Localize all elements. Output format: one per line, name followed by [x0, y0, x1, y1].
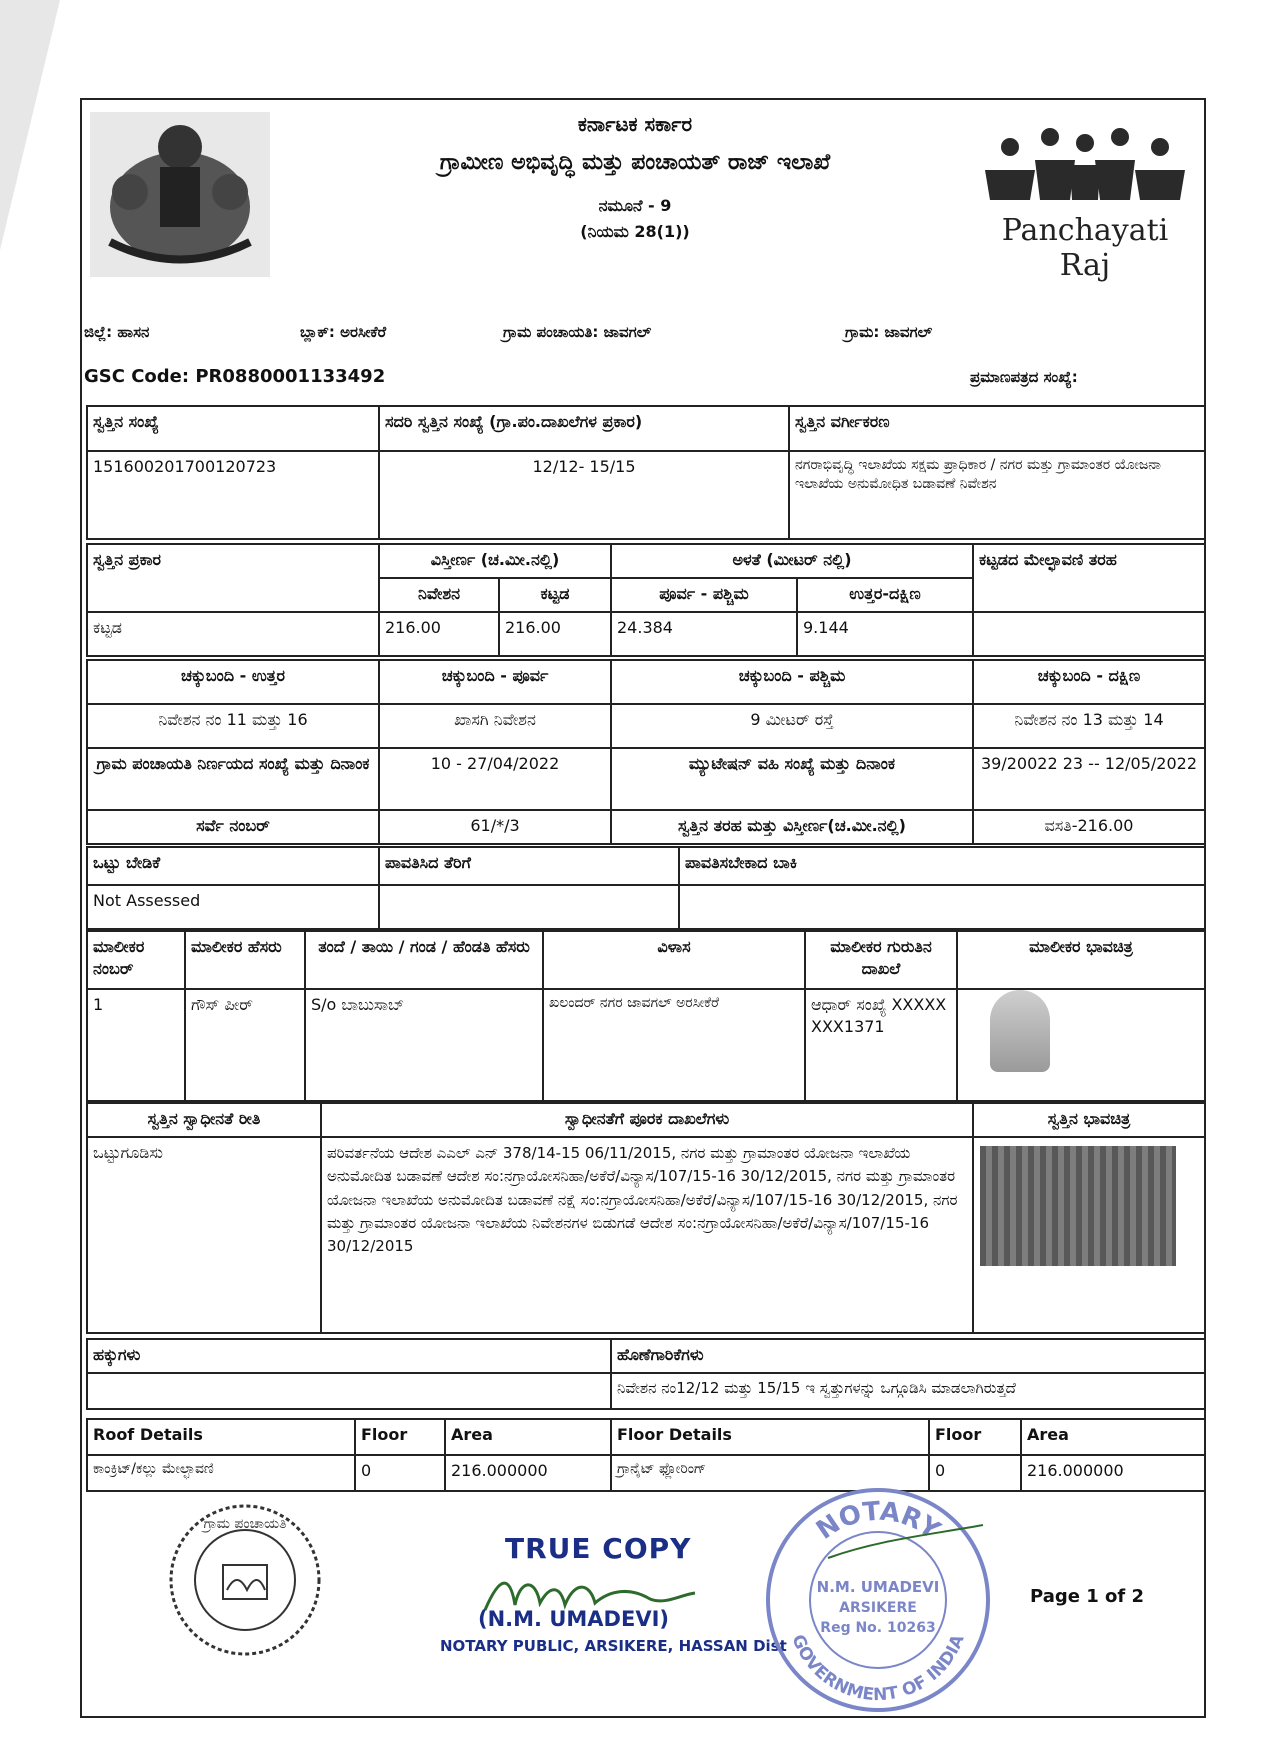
- owner-photo-header: ಮಾಲೀಕರ ಭಾವಚಿತ್ರ: [957, 931, 1205, 989]
- people-group-icon: [980, 125, 1190, 210]
- floor-details-value: ಗ್ರಾನೈಟ್ ಫ್ಲೋರಿಂಗ್: [611, 1455, 929, 1491]
- notary-seal-name: N.M. UMADEVI: [816, 1578, 940, 1596]
- boundary-south-header: ಚಕ್ಕುಬಂದಿ - ದಕ್ಷಿಣ: [973, 660, 1205, 704]
- boundary-east-value: ಖಾಸಗಿ ನಿವೇಶನ: [379, 704, 611, 748]
- gp-property-number-header: ಸದರಿ ಸ್ವತ್ತಿನ ಸಂಖ್ಯೆ (ಗ್ರಾ.ಪಂ.ದಾಖಲೆಗಳ ಪ್ರಕಾರ): [379, 406, 789, 451]
- gram-panchayat-seal-text: ಗ್ರಾಮ ಪಂಚಾಯತಿ: [203, 1516, 287, 1532]
- notary-name: (N.M. UMADEVI): [478, 1607, 669, 1631]
- roof-type-value: [973, 612, 1205, 656]
- liabilities-value: ನಿವೇಶನ ನಂ12/12 ಮತ್ತು 15/15 ಇ ಸ್ವತ್ತುಗಳನ್ನು ಒಗ್ಗೂಡಿಸಿ ಮಾಡಲಾಗಿರುತ್ತದೆ: [611, 1373, 1205, 1409]
- survey-number-value: 61/*/3: [379, 810, 611, 844]
- possession-mode-value: ಒಟ್ಟುಗೂಡಿಸು: [87, 1137, 321, 1333]
- gp-property-number-value: 12/12- 15/15: [379, 451, 789, 539]
- north-south-value: 9.144: [797, 612, 973, 656]
- gsc-code: GSC Code: PR0880001133492: [84, 366, 386, 387]
- floor-area-header: Area: [1021, 1419, 1205, 1455]
- property-type-table: [86, 543, 1206, 657]
- balance-due-header: ಪಾವತಿಸಬೇಕಾದ ಬಾಕಿ: [679, 847, 1205, 885]
- property-photo: [980, 1146, 1176, 1266]
- panchayati-raj-text: Panchayati Raj: [1001, 213, 1169, 283]
- boundary-west-header: ಚಕ್ಕುಬಂದಿ - ಪಶ್ಚಿಮ: [611, 660, 973, 704]
- owner-id-header: ಮಾಲೀಕರ ಗುರುತಿನ ದಾಖಲೆ: [805, 931, 957, 989]
- property-number-table: [86, 405, 1206, 540]
- notary-seal-reg: Reg No. 10263: [820, 1620, 936, 1636]
- relation-name-header: ತಂದೆ / ತಾಯಿ / ಗಂಡ / ಹೆಂಡತಿ ಹೆಸರು: [305, 931, 543, 989]
- resolution-header: ಗ್ರಾಮ ಪಂಚಾಯತಿ ನಿರ್ಣಯದ ಸಂಖ್ಯೆ ಮತ್ತು ದಿನಾಂಕ: [87, 748, 379, 810]
- state-emblem-icon: [90, 112, 270, 277]
- notary-seal-place: ARSIKERE: [839, 1600, 917, 1616]
- property-type-value: ಕಟ್ಟಡ: [87, 612, 379, 656]
- possession-documents-header: ಸ್ವಾಧೀನತೆಗೆ ಪೂರಕ ದಾಖಲೆಗಳು: [321, 1103, 973, 1137]
- gram-panchayat-label: ಗ್ರಾಮ ಪಂಚಾಯತಿ: ಜಾವಗಲ್: [503, 323, 652, 341]
- mutation-value: 39/20022 23 -- 12/05/2022: [973, 748, 1205, 810]
- roof-type-header: ಕಟ್ಟಡದ ಮೇಲ್ಛಾವಣಿ ತರಹ: [973, 544, 1205, 612]
- total-demand-header: ಒಟ್ಟು ಬೇಡಿಕೆ: [87, 847, 379, 885]
- block-label: ಬ್ಲಾಕ್: ಅರಸೀಕೆರೆ: [300, 323, 387, 341]
- owner-number-header: ಮಾಲೀಕರ ನಂಬರ್: [87, 931, 185, 989]
- total-demand-value: Not Assessed: [87, 885, 379, 929]
- gram-panchayat-seal: [165, 1500, 325, 1660]
- roof-area-value: 216.000000: [445, 1455, 611, 1491]
- table-row: [87, 1455, 1205, 1491]
- header-government: ಕರ್ನಾಟಕ ಸರ್ಕಾರ: [577, 112, 693, 136]
- survey-number-header: ಸರ್ವೆ ನಂಬರ್: [87, 810, 379, 844]
- possession-mode-header: ಸ್ವತ್ತಿನ ಸ್ವಾಧೀನತೆ ರೀತಿ: [87, 1103, 321, 1137]
- roof-area-header: Area: [445, 1419, 611, 1455]
- village-label: ಗ್ರಾಮ: ಜಾವಗಲ್: [845, 323, 933, 341]
- notary-designation: NOTARY PUBLIC, ARSIKERE, HASSAN Dist: [440, 1637, 787, 1655]
- site-area-value: 216.00: [379, 612, 499, 656]
- floor-floor-value: 0: [929, 1455, 1021, 1491]
- floor-details-header: Floor Details: [611, 1419, 929, 1455]
- possession-documents-value: ಪರಿವರ್ತನೆಯ ಆದೇಶ ಎಎಲ್ ಎನ್ 378/14-15 06/11/2015, ನಗರ ಮತ್ತು ಗ್ರಾಮಾಂತರ ಯೋಜನಾ ಇಲಾಖೆಯ ಅನುಮೋದಿತ ಬಡಾವಣೆ ಆದೇಶ ಸಂ:ನಗ್ರಾಯೋಸನಿಹಾ/ಅಕೆರೆ/ವಿನ್ಯಾಸ/107/15-16 30/12/2015, ನಗರ ಮತ್ತು ಗ್ರಾಮಾಂತರ ಯೋಜನಾ ಇಲಾಖೆಯ ಅನುಮೋದಿತ ಬಡಾವಣೆ ನಕ್ಷೆ ಸಂ:ನಗ್ರಾಯೋಸನಿಹಾ/ಅಕೆರೆ/ವಿನ್ಯಾಸ/107/15-16 30/12/2015, ನಗರ ಮತ್ತು ಗ್ರಾಮಾಂತರ ಯೋಜನಾ ಇಲಾಖೆಯ ನಿವೇಶನಗಳ ಬಿಡುಗಡೆ ಆದೇಶ ಸಂ:ನಗ್ರಾಯೋಸನಿಹಾ/ಅಕೆರೆ/ವಿನ್ಯಾಸ/107/15-16 30/12/2015: [321, 1137, 973, 1333]
- roof-floor-table: [86, 1418, 1206, 1492]
- owner-name-value: ಗೌಸ್ ಪೀರ್: [185, 989, 305, 1101]
- boundary-north-header: ಚಕ್ಕುಬಂದಿ - ಉತ್ತರ: [87, 660, 379, 704]
- notary-seal-ring-text: GOVERNMENT OF INDIA: [787, 1631, 969, 1706]
- notary-seal-top-text: NOTARY: [811, 1496, 946, 1546]
- certificate-number-label: ಪ್ರಮಾಣಪತ್ರದ ಸಂಖ್ಯೆ:: [970, 368, 1078, 386]
- property-type-header: ಸ್ವತ್ತಿನ ಪ್ರಕಾರ: [87, 544, 379, 612]
- true-copy-stamp: TRUE COPY: [505, 1532, 692, 1565]
- balance-due-value: [679, 885, 1205, 929]
- svg-text:NOTARY: [811, 1497, 946, 1547]
- resolution-value: 10 - 27/04/2022: [379, 748, 611, 810]
- tax-paid-value: [379, 885, 679, 929]
- dimension-header: ಅಳತೆ (ಮೀಟರ್ ನಲ್ಲಿ): [611, 544, 973, 578]
- owner-number-value: 1: [87, 989, 185, 1101]
- boundary-east-header: ಚಕ್ಕುಬಂದಿ - ಪೂರ್ವ: [379, 660, 611, 704]
- boundary-west-value: 9 ಮೀಟರ್ ರಸ್ತೆ: [611, 704, 973, 748]
- roof-floor-header: Floor: [355, 1419, 445, 1455]
- owner-id-value: ಆಧಾರ್ ಸಂಖ್ಯೆ XXXXXXXX1371: [805, 989, 957, 1101]
- rights-table: [86, 1338, 1206, 1410]
- floor-area-value: 216.000000: [1021, 1455, 1205, 1491]
- header-form-number: ನಮೂನೆ - 9: [598, 196, 672, 215]
- header-department: ಗ್ರಾಮೀಣ ಅಭಿವೃದ್ಧಿ ಮತ್ತು ಪಂಚಾಯತ್ ರಾಜ್ ಇಲಾಖೆ: [439, 150, 831, 175]
- roof-details-header: Roof Details: [87, 1419, 355, 1455]
- rights-header: ಹಕ್ಕುಗಳು: [87, 1339, 611, 1373]
- tax-table: [86, 846, 1206, 930]
- east-west-header: ಪೂರ್ವ - ಪಶ್ಚಿಮ: [611, 578, 797, 612]
- liabilities-header: ಹೊಣೆಗಾರಿಕೆಗಳು: [611, 1339, 1205, 1373]
- page-fold-shadow: [0, 0, 60, 250]
- east-west-value: 24.384: [611, 612, 797, 656]
- district-label: ಜಿಲ್ಲೆ: ಹಾಸನ: [84, 323, 150, 341]
- roof-details-value: ಕಾಂಕ್ರಿಟ್/ಕಲ್ಲು ಮೇಲ್ಛಾವಣಿ: [87, 1455, 355, 1491]
- roof-floor-value: 0: [355, 1455, 445, 1491]
- owner-name-header: ಮಾಲೀಕರ ಹೆಸರು: [185, 931, 305, 989]
- boundary-north-value: ನಿವೇಶನ ನಂ 11 ಮತ್ತು 16: [87, 704, 379, 748]
- area-header: ವಿಸ್ತೀರ್ಣ (ಚ.ಮೀ.ನಲ್ಲಿ): [379, 544, 611, 578]
- notary-seal: [758, 1480, 998, 1720]
- page-number: Page 1 of 2: [1030, 1586, 1144, 1607]
- building-area-header: ಕಟ್ಟಡ: [499, 578, 611, 612]
- building-area-value: 216.00: [499, 612, 611, 656]
- address-value: ಖಲಂದರ್ ನಗರ ಜಾವಗಲ್ ಅರಸೀಕೆರೆ: [543, 989, 805, 1101]
- rights-value: [87, 1373, 611, 1409]
- property-number-header: ಸ್ವತ್ತಿನ ಸಂಖ್ಯೆ: [87, 406, 379, 451]
- relation-name-value: S/o ಬಾಬುಸಾಬ್: [305, 989, 543, 1101]
- owner-photo: [990, 990, 1050, 1072]
- property-classification-value: ನಗರಾಭಿವೃದ್ಧಿ ಇಲಾಖೆಯ ಸಕ್ಷಮ ಪ್ರಾಧಿಕಾರ / ನಗರ ಮತ್ತು ಗ್ರಾಮಾಂತರ ಯೋಜನಾ ಇಲಾಖೆಯ ಅನುಮೋಧಿತ ಬಡಾವಣೆ ನಿವೇಶನ: [789, 451, 1205, 539]
- property-photo-header: ಸ್ವತ್ತಿನ ಭಾವಚಿತ್ರ: [973, 1103, 1205, 1137]
- header-rule: (ನಿಯಮ 28(1)): [580, 222, 690, 241]
- north-south-header: ಉತ್ತರ-ದಕ್ಷಿಣ: [797, 578, 973, 612]
- property-number-value: 151600201700120723: [87, 451, 379, 539]
- mutation-header: ಮ್ಯುಟೇಷನ್ ವಹಿ ಸಂಖ್ಯೆ ಮತ್ತು ದಿನಾಂಕ: [611, 748, 973, 810]
- property-type-area-value: ವಸತಿ-216.00: [973, 810, 1205, 844]
- property-type-area-header: ಸ್ವತ್ತಿನ ತರಹ ಮತ್ತು ವಿಸ್ತೀರ್ಣ(ಚ.ಮೀ.ನಲ್ಲಿ): [611, 810, 973, 844]
- property-classification-header: ಸ್ವತ್ತಿನ ವರ್ಗೀಕರಣ: [789, 406, 1205, 451]
- tax-paid-header: ಪಾವತಿಸಿದ ತೆರಿಗೆ: [379, 847, 679, 885]
- panchayati-raj-logo: [980, 125, 1190, 283]
- boundaries-table: [86, 659, 1206, 845]
- boundary-south-value: ನಿವೇಶನ ನಂ 13 ಮತ್ತು 14: [973, 704, 1205, 748]
- floor-floor-header: Floor: [929, 1419, 1021, 1455]
- address-header: ವಿಳಾಸ: [543, 931, 805, 989]
- site-area-header: ನಿವೇಶನ: [379, 578, 499, 612]
